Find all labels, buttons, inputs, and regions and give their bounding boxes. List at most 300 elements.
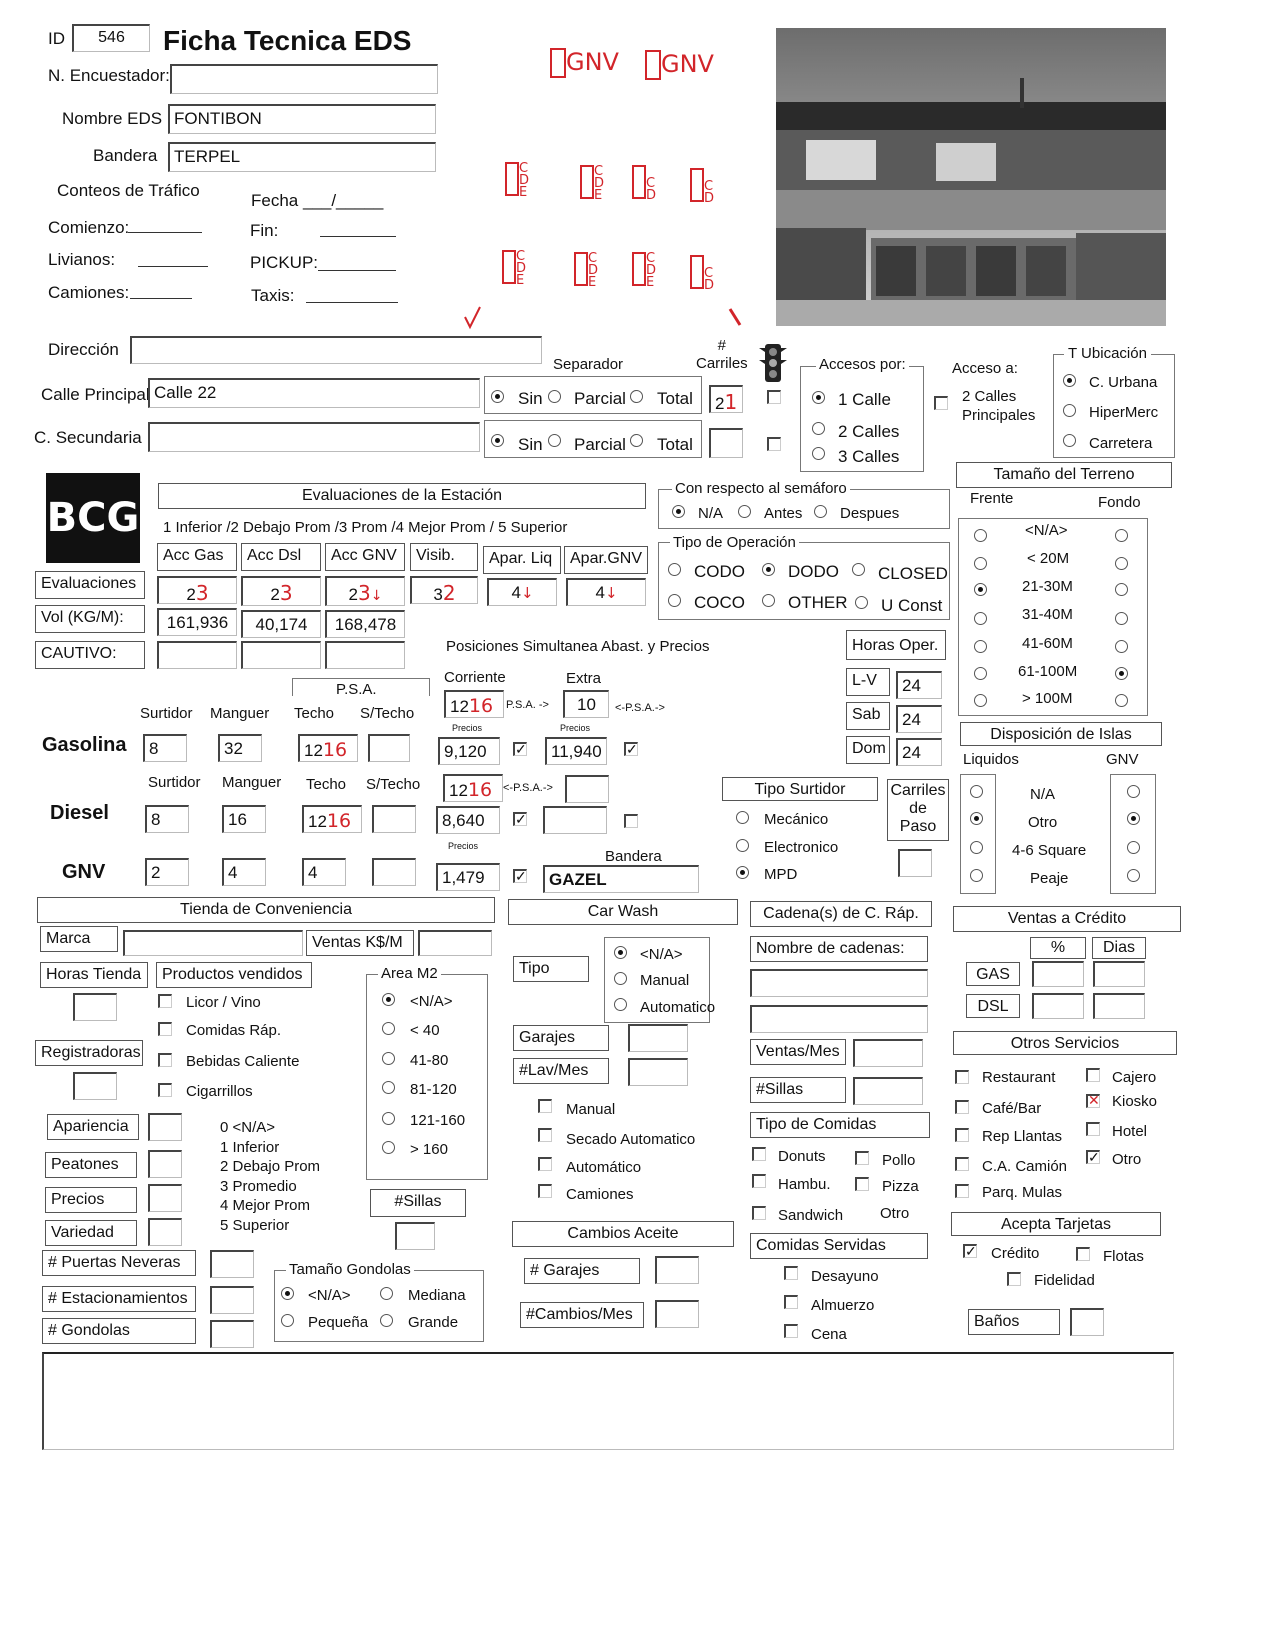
gnv-manguer-field[interactable]: 4 bbox=[222, 858, 266, 886]
dsl-manguer-label: Manguer bbox=[222, 774, 282, 791]
dodo-label: DODO bbox=[788, 562, 839, 581]
dom-label: Dom bbox=[846, 736, 890, 764]
carriles-label: # Carriles bbox=[696, 337, 748, 372]
cadenas-field-2[interactable] bbox=[750, 1005, 928, 1033]
psa-label: P.S.A. bbox=[336, 681, 377, 698]
sin-label: Sin bbox=[518, 389, 543, 408]
other-radio[interactable] bbox=[762, 594, 775, 607]
dsl-precio-e-check[interactable] bbox=[624, 814, 638, 828]
cigarrillos-label: Cigarrillos bbox=[186, 1083, 253, 1100]
gas-precio-e-check[interactable]: ✓ bbox=[626, 741, 638, 757]
area-radio[interactable] bbox=[382, 1081, 395, 1094]
gas-manguer-field[interactable]: 32 bbox=[218, 734, 262, 762]
hambu-label: Hambu. bbox=[778, 1176, 831, 1193]
islas-opt: Peaje bbox=[1030, 870, 1069, 887]
gas-corr-psa-field[interactable]: 1216 bbox=[444, 690, 504, 718]
otro-servicio-label: Otro bbox=[1112, 1151, 1142, 1168]
ca-cambios-field[interactable] bbox=[655, 1300, 699, 1328]
ventas-ks-field[interactable] bbox=[418, 930, 492, 956]
fin-label: Fin: bbox=[250, 221, 279, 240]
eval-visib[interactable]: 32 bbox=[410, 576, 478, 604]
gond-opt: Pequeña bbox=[308, 1314, 369, 1331]
secundaria-field[interactable] bbox=[148, 422, 480, 452]
cw-camiones-check[interactable] bbox=[538, 1184, 552, 1198]
semaforo-antes-radio[interactable] bbox=[738, 505, 751, 518]
otro-servicio-check[interactable]: ✓ bbox=[1088, 1149, 1100, 1165]
urbana-label: C. Urbana bbox=[1089, 374, 1158, 391]
precios-label: Precios bbox=[45, 1187, 137, 1213]
eval-acc-gnv[interactable]: 23↓ bbox=[325, 576, 405, 606]
tienda-sillas-field[interactable] bbox=[395, 1222, 435, 1250]
sandwich-check[interactable] bbox=[752, 1206, 766, 1220]
calles-principales-check[interactable] bbox=[934, 396, 948, 410]
parcial-radio[interactable] bbox=[548, 390, 561, 403]
pickup-field[interactable] bbox=[318, 270, 396, 271]
gond-radio[interactable] bbox=[281, 1314, 294, 1327]
station-photo bbox=[776, 28, 1166, 326]
cw-manual-check[interactable] bbox=[538, 1099, 552, 1113]
hambu-check[interactable] bbox=[752, 1174, 766, 1188]
islas-gnv-radio[interactable] bbox=[1127, 841, 1140, 854]
variedad-field[interactable] bbox=[148, 1218, 182, 1246]
separador-label: Separador bbox=[553, 356, 624, 373]
banos-label: Baños bbox=[968, 1309, 1060, 1335]
hotel-check[interactable] bbox=[1086, 1122, 1100, 1136]
col-apar-gnv: Apar.GNV bbox=[564, 546, 648, 574]
fidelidad-check[interactable] bbox=[1007, 1272, 1021, 1286]
lv-label: L-V bbox=[846, 668, 890, 696]
carriles-check-1[interactable] bbox=[767, 390, 781, 404]
fondo-radio[interactable] bbox=[1115, 694, 1128, 707]
nombre-label: Nombre EDS bbox=[62, 109, 163, 128]
total-label: Total bbox=[657, 435, 693, 454]
credito-dias-label: Dias bbox=[1092, 937, 1146, 959]
gnv-bandera-field[interactable]: GAZEL bbox=[543, 865, 699, 893]
registradoras-label: Registradoras bbox=[35, 1040, 143, 1066]
islas-opt: Otro bbox=[1028, 814, 1058, 831]
islas-liq-radio[interactable] bbox=[970, 869, 983, 882]
ca-camion-label: C.A. Camión bbox=[982, 1158, 1068, 1175]
carretera-radio[interactable] bbox=[1063, 434, 1076, 447]
cw-automatico-check[interactable] bbox=[538, 1157, 552, 1171]
gnv-stecho-field[interactable] bbox=[372, 858, 416, 886]
frente-radio[interactable] bbox=[974, 529, 987, 542]
mulas-check[interactable] bbox=[955, 1184, 969, 1198]
total-radio[interactable] bbox=[630, 390, 643, 403]
area-radio[interactable] bbox=[382, 1052, 395, 1065]
gas-precio-corriente[interactable]: 9,120 bbox=[438, 737, 500, 765]
semaforo-na-radio[interactable] bbox=[672, 505, 685, 518]
cw-lav-field[interactable] bbox=[628, 1058, 688, 1086]
sab-field[interactable]: 24 bbox=[896, 705, 942, 733]
notes-area[interactable] bbox=[42, 1352, 1174, 1450]
posiciones-title: Posiciones Simultanea Abast. y Precios bbox=[446, 638, 710, 655]
carwash-header: Car Wash bbox=[508, 899, 738, 925]
frente-radio[interactable] bbox=[974, 583, 987, 596]
cautivo-dsl[interactable] bbox=[241, 641, 321, 669]
area-radio[interactable] bbox=[382, 1141, 395, 1154]
cd-mark: C D bbox=[690, 255, 714, 292]
extra-label: Extra bbox=[566, 670, 602, 687]
page-title: Ficha Tecnica EDS bbox=[163, 25, 412, 56]
terreno-opt: 21-30M bbox=[1022, 578, 1073, 595]
islas-header: Disposición de Islas bbox=[960, 722, 1162, 746]
cigarrillos-check[interactable] bbox=[158, 1083, 172, 1097]
cadenas-header: Cadena(s) de C. Ráp. bbox=[750, 901, 932, 927]
eval-apar-gnv[interactable]: 4↓ bbox=[566, 578, 646, 606]
bebidas-check[interactable] bbox=[158, 1053, 172, 1067]
cajero-label: Cajero bbox=[1112, 1069, 1157, 1086]
camiones-field[interactable] bbox=[130, 298, 192, 299]
gnv-bandera-label: Bandera bbox=[605, 848, 662, 865]
taxis-field[interactable] bbox=[306, 302, 398, 303]
credito-dsl-dias[interactable] bbox=[1093, 993, 1145, 1019]
pizza-check[interactable] bbox=[855, 1177, 869, 1191]
variedad-label: Variedad bbox=[45, 1220, 137, 1246]
tipo-surtidor-header: Tipo Surtidor bbox=[722, 777, 878, 801]
credito-gas-pct[interactable] bbox=[1032, 961, 1084, 987]
carriles-paso-field[interactable] bbox=[898, 849, 932, 877]
terreno-opt: 41-60M bbox=[1022, 635, 1073, 652]
hipermerc-radio[interactable] bbox=[1063, 404, 1076, 417]
gnv-surtidor-field[interactable]: 2 bbox=[145, 858, 189, 886]
acceso-a-label: Acceso a: bbox=[952, 360, 1018, 377]
bcg-logo: BCG bbox=[46, 473, 140, 563]
vol-gnv[interactable]: 168,478 bbox=[325, 610, 405, 638]
puertas-field[interactable] bbox=[210, 1250, 254, 1278]
corriente-label: Corriente bbox=[444, 669, 506, 686]
peatones-field[interactable] bbox=[148, 1150, 182, 1178]
tarjetas-header: Acepta Tarjetas bbox=[951, 1212, 1161, 1236]
acceso-1-label: 1 Calle bbox=[838, 390, 891, 409]
calle-principal-field[interactable]: Calle 22 bbox=[148, 378, 480, 408]
cw-tipo-radio[interactable] bbox=[614, 998, 627, 1011]
acceso-3-radio[interactable] bbox=[812, 447, 825, 460]
precios-field[interactable] bbox=[148, 1184, 182, 1212]
cena-check[interactable] bbox=[784, 1324, 798, 1338]
mecanico-radio[interactable] bbox=[736, 811, 749, 824]
uconst-radio[interactable] bbox=[855, 596, 868, 609]
pickup-label: PICKUP: bbox=[250, 253, 319, 272]
almuerzo-check[interactable] bbox=[784, 1295, 798, 1309]
coco-label: COCO bbox=[694, 593, 745, 612]
gond-radio[interactable] bbox=[380, 1287, 393, 1300]
dodo-radio[interactable] bbox=[762, 563, 775, 576]
cadenas-field-1[interactable] bbox=[750, 969, 928, 997]
gond-opt: <N/A> bbox=[308, 1287, 351, 1304]
ca-cambios-label: #Cambios/Mes bbox=[520, 1302, 644, 1328]
gond-opt: Grande bbox=[408, 1314, 459, 1331]
area-opt: < 40 bbox=[410, 1022, 440, 1039]
area-opt: 121-160 bbox=[410, 1112, 466, 1129]
frente-radio[interactable] bbox=[974, 667, 987, 680]
bebidas-label: Bebidas Caliente bbox=[186, 1053, 300, 1070]
codo-label: CODO bbox=[694, 562, 745, 581]
llantas-check[interactable] bbox=[955, 1128, 969, 1142]
col-acc-dsl: Acc Dsl bbox=[241, 543, 321, 571]
area-title: Area M2 bbox=[378, 966, 441, 981]
carriles-field-2[interactable] bbox=[709, 428, 743, 458]
psa-arrow: <-P.S.A.-> bbox=[615, 702, 665, 714]
fondo-radio[interactable] bbox=[1115, 583, 1128, 596]
fidelidad-label: Fidelidad bbox=[1034, 1272, 1095, 1289]
acceso-1-radio[interactable] bbox=[812, 391, 825, 404]
cena-label: Cena bbox=[811, 1326, 847, 1343]
gas-surtidor-field[interactable]: 8 bbox=[143, 734, 187, 762]
gond-radio[interactable] bbox=[281, 1287, 294, 1300]
islas-opt: N/A bbox=[1030, 786, 1056, 803]
gnv-precio[interactable]: 1,479 bbox=[436, 863, 500, 891]
fondo-radio[interactable] bbox=[1115, 529, 1128, 542]
urbana-radio[interactable] bbox=[1063, 374, 1076, 387]
dsl-surtidor-label: Surtidor bbox=[148, 774, 201, 791]
islas-gnv-radio[interactable] bbox=[1127, 785, 1140, 798]
fondo-radio[interactable] bbox=[1115, 557, 1128, 570]
total-label: Total bbox=[657, 389, 693, 408]
gas-techo-field[interactable]: 1216 bbox=[298, 734, 358, 762]
frente-radio[interactable] bbox=[974, 612, 987, 625]
flotas-check[interactable] bbox=[1076, 1247, 1090, 1261]
col-apar-liq: Apar. Liq bbox=[483, 546, 561, 574]
frente-radio[interactable] bbox=[974, 640, 987, 653]
parcial-label: Parcial bbox=[574, 435, 626, 454]
precios-label: Precios bbox=[452, 723, 483, 733]
carretera-label: Carretera bbox=[1089, 435, 1153, 452]
id-field[interactable]: 546 bbox=[72, 24, 150, 52]
gas-precio-c-check[interactable]: ✓ bbox=[515, 741, 527, 757]
pizza-label: Pizza bbox=[882, 1178, 919, 1195]
taxis-label: Taxis: bbox=[251, 286, 295, 305]
licor-check[interactable] bbox=[158, 994, 172, 1008]
bandera-label: Bandera bbox=[93, 146, 158, 165]
livianos-field[interactable] bbox=[138, 266, 208, 267]
islas-gnv-radio[interactable] bbox=[1127, 812, 1140, 825]
area-radio[interactable] bbox=[382, 1022, 395, 1035]
cw-tipo-radio[interactable] bbox=[614, 972, 627, 985]
fecha-field[interactable]: Fecha ___/_____ bbox=[251, 191, 384, 210]
cafe-check[interactable] bbox=[955, 1100, 969, 1114]
col-visib: Visib. bbox=[410, 543, 478, 571]
row-vol: Vol (KG/M): bbox=[35, 605, 145, 633]
credito-gas-label: GAS bbox=[966, 962, 1020, 986]
codo-radio[interactable] bbox=[668, 563, 681, 576]
mpd-radio[interactable] bbox=[736, 866, 749, 879]
carriles-check-2[interactable] bbox=[767, 437, 781, 451]
electronico-radio[interactable] bbox=[736, 839, 749, 852]
credito-header: Ventas a Crédito bbox=[953, 906, 1181, 932]
registradoras-field[interactable] bbox=[73, 1072, 117, 1100]
islas-gnv-label: GNV bbox=[1106, 751, 1139, 768]
comidas-check[interactable] bbox=[158, 1022, 172, 1036]
comidas-servidas-label: Comidas Servidas bbox=[750, 1233, 928, 1259]
apariencia-field[interactable] bbox=[148, 1113, 182, 1141]
ubicacion-title: T Ubicación bbox=[1064, 346, 1151, 361]
sandwich-label: Sandwich bbox=[778, 1207, 844, 1224]
dsl-precio-c-check[interactable]: ✓ bbox=[515, 811, 527, 827]
sin-radio[interactable] bbox=[491, 390, 504, 403]
ca-camion-check[interactable] bbox=[955, 1157, 969, 1171]
row-evaluaciones: Evaluaciones bbox=[35, 571, 145, 599]
acceso-2-label: 2 Calles bbox=[838, 422, 900, 441]
islas-opt: 4-6 Square bbox=[1012, 842, 1087, 859]
islas-liq-radio[interactable] bbox=[970, 841, 983, 854]
fondo-radio[interactable] bbox=[1115, 612, 1128, 625]
eval-acc-gas[interactable]: 23 bbox=[157, 576, 237, 604]
horas-tienda-field[interactable] bbox=[73, 993, 117, 1021]
cadenas-ventas-field[interactable] bbox=[853, 1039, 923, 1067]
coco-radio[interactable] bbox=[668, 594, 681, 607]
gondolas-label: # Gondolas bbox=[42, 1318, 196, 1344]
area-radio[interactable] bbox=[382, 1112, 395, 1125]
direccion-field[interactable] bbox=[130, 336, 542, 364]
cw-tipo-opt: Manual bbox=[640, 972, 690, 989]
mulas-label: Parq. Mulas bbox=[982, 1184, 1063, 1201]
cw-tipo-radio[interactable] bbox=[614, 946, 627, 959]
semaforo-despues-radio[interactable] bbox=[814, 505, 827, 518]
horas-oper-header: Horas Oper. bbox=[846, 630, 946, 660]
dsl-corr-psa-field[interactable]: 1216 bbox=[443, 774, 503, 802]
comienzo-field[interactable] bbox=[128, 232, 202, 233]
vol-gas[interactable]: 161,936 bbox=[157, 608, 237, 636]
restaurant-check[interactable] bbox=[955, 1070, 969, 1084]
closed-radio[interactable] bbox=[852, 563, 865, 576]
gnv-mark: GNV bbox=[645, 50, 714, 80]
fondo-radio[interactable] bbox=[1115, 640, 1128, 653]
hipermerc-label: HiperMerc bbox=[1089, 404, 1159, 421]
traffic-light-icon bbox=[757, 342, 789, 384]
livianos-label: Livianos: bbox=[48, 250, 116, 269]
row-cautivo: CAUTIVO: bbox=[35, 641, 145, 669]
gas-precio-extra[interactable]: 11,940 bbox=[545, 737, 607, 765]
frente-radio[interactable] bbox=[974, 694, 987, 707]
frente-radio[interactable] bbox=[974, 557, 987, 570]
cautivo-gas[interactable] bbox=[157, 641, 237, 669]
desayuno-check[interactable] bbox=[784, 1266, 798, 1280]
cw-garajes-field[interactable] bbox=[628, 1024, 688, 1052]
gond-opt: Mediana bbox=[408, 1287, 466, 1304]
banos-field[interactable] bbox=[1070, 1308, 1104, 1336]
cw-secado-label: Secado Automatico bbox=[566, 1131, 696, 1148]
credito-gas-dias[interactable] bbox=[1093, 961, 1145, 987]
tienda-scale: 0 <N/A> 1 Inferior 2 Debajo Prom 3 Promedio 4 Mejor Prom 5 Superior bbox=[220, 1119, 321, 1234]
fondo-label: Fondo bbox=[1098, 494, 1141, 511]
estacionamientos-label: # Estacionamientos bbox=[42, 1286, 196, 1312]
parcial-radio[interactable] bbox=[548, 434, 561, 447]
marca-label: Marca bbox=[40, 926, 118, 952]
dom-field[interactable]: 24 bbox=[896, 738, 942, 766]
gnv-techo-field[interactable]: 4 bbox=[302, 858, 346, 886]
encuestador-field[interactable] bbox=[170, 64, 438, 94]
direccion-label: Dirección bbox=[48, 340, 119, 359]
cw-lav-label: #Lav/Mes bbox=[513, 1058, 609, 1084]
dsl-techo-label: Techo bbox=[306, 776, 347, 793]
sin-radio[interactable] bbox=[491, 434, 504, 447]
cw-tipo-opt: Automatico bbox=[640, 999, 716, 1016]
tarjeta-credito-check[interactable]: ✓ bbox=[965, 1243, 977, 1259]
encuestador-label: N. Encuestador: bbox=[48, 66, 170, 85]
terreno-opt: < 20M bbox=[1027, 550, 1070, 567]
lv-field[interactable]: 24 bbox=[896, 671, 942, 699]
dsl-techo-field[interactable]: 1216 bbox=[302, 805, 362, 833]
cadenas-sillas-field[interactable] bbox=[853, 1077, 923, 1105]
gondolas-field[interactable] bbox=[210, 1320, 254, 1348]
gnv-label: GNV bbox=[62, 861, 106, 883]
acceso-2-radio[interactable] bbox=[812, 422, 825, 435]
total-radio[interactable] bbox=[630, 434, 643, 447]
cw-automatico-label: Automático bbox=[566, 1159, 642, 1176]
donuts-label: Donuts bbox=[778, 1148, 826, 1165]
eval-acc-dsl[interactable]: 23 bbox=[241, 576, 321, 606]
vol-dsl[interactable]: 40,174 bbox=[241, 610, 321, 638]
col-acc-gnv: Acc GNV bbox=[325, 543, 405, 571]
gond-radio[interactable] bbox=[380, 1314, 393, 1327]
frente-label: Frente bbox=[970, 490, 1014, 507]
dsl-manguer-field[interactable]: 16 bbox=[222, 805, 266, 833]
gas-stecho-field[interactable] bbox=[368, 734, 410, 762]
marca-field[interactable] bbox=[123, 930, 303, 956]
restaurant-label: Restaurant bbox=[982, 1069, 1056, 1086]
dsl-precio-extra[interactable] bbox=[543, 806, 607, 834]
ca-garajes-field[interactable] bbox=[655, 1256, 699, 1284]
fin-field[interactable] bbox=[320, 236, 396, 237]
cde-mark: C D E bbox=[580, 165, 604, 202]
dsl-surtidor-field[interactable]: 8 bbox=[145, 805, 189, 833]
islas-liq-radio[interactable] bbox=[970, 812, 983, 825]
islas-gnv-radio[interactable] bbox=[1127, 869, 1140, 882]
diesel-label: Diesel bbox=[50, 802, 109, 824]
cajero-check[interactable] bbox=[1086, 1068, 1100, 1082]
kiosko-label: Kiosko bbox=[1112, 1093, 1158, 1110]
tienda-sillas-label: #Sillas bbox=[370, 1189, 466, 1217]
cautivo-gnv[interactable] bbox=[325, 641, 405, 669]
estacionamientos-field[interactable] bbox=[210, 1286, 254, 1314]
carriles-field-1[interactable]: 21 bbox=[709, 385, 743, 413]
otros-header: Otros Servicios bbox=[953, 1031, 1177, 1055]
peatones-label: Peatones bbox=[45, 1152, 137, 1178]
calles-principales-label: 2 Calles Principales bbox=[962, 388, 1036, 424]
horas-tienda-label: Horas Tienda bbox=[40, 962, 148, 988]
gas-techo-label: Techo bbox=[294, 705, 335, 722]
gas-stecho-label: S/Techo bbox=[360, 705, 415, 722]
cw-secado-check[interactable] bbox=[538, 1128, 552, 1142]
gnv-precio-check[interactable]: ✓ bbox=[515, 868, 527, 884]
bandera-field[interactable]: TERPEL bbox=[168, 142, 436, 172]
tarjeta-credito-label: Crédito bbox=[991, 1245, 1040, 1262]
gondolas-title: Tamaño Gondolas bbox=[286, 1262, 414, 1277]
dsl-extra-psa-field[interactable] bbox=[565, 775, 609, 803]
donuts-check[interactable] bbox=[752, 1147, 766, 1161]
comienzo-label: Comienzo: bbox=[48, 218, 130, 237]
gas-extra-psa-field[interactable]: 10 bbox=[563, 690, 609, 718]
almuerzo-label: Almuerzo bbox=[811, 1297, 875, 1314]
mpd-label: MPD bbox=[764, 866, 798, 883]
dsl-stecho-field[interactable] bbox=[372, 805, 416, 833]
area-radio[interactable] bbox=[382, 993, 395, 1006]
pollo-check[interactable] bbox=[855, 1151, 869, 1165]
dsl-precio-corriente[interactable]: 8,640 bbox=[436, 806, 500, 834]
nombre-cadenas-label: Nombre de cadenas: bbox=[750, 936, 928, 962]
fondo-radio[interactable] bbox=[1115, 667, 1128, 680]
islas-liq-radio[interactable] bbox=[970, 785, 983, 798]
precios-label: Precios bbox=[448, 841, 479, 851]
cw-tipo-label: Tipo bbox=[513, 956, 589, 982]
nombre-field[interactable]: FONTIBON bbox=[168, 104, 436, 134]
kiosko-check[interactable]: ✕ bbox=[1088, 1093, 1100, 1109]
credito-dsl-pct[interactable] bbox=[1032, 993, 1084, 1019]
cw-manual-label: Manual bbox=[566, 1101, 616, 1118]
calle-principal-label: Calle Principal bbox=[41, 385, 150, 404]
eval-apar-liq[interactable]: 4↓ bbox=[487, 578, 557, 606]
